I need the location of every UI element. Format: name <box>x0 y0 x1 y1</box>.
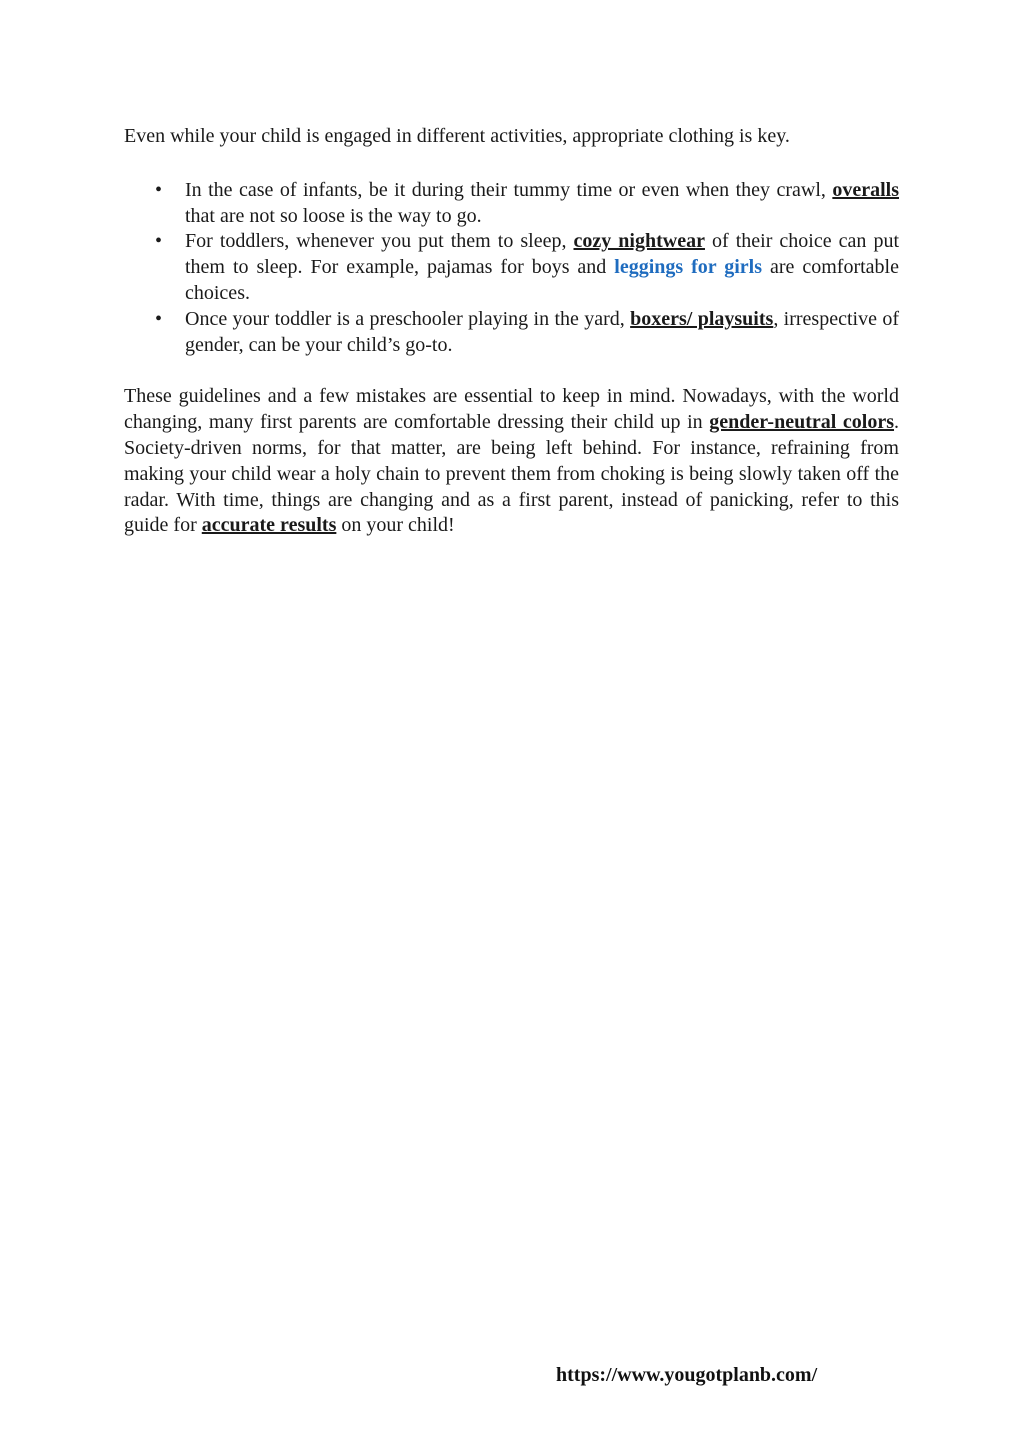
list-item-infants: • In the case of infants, be it during their tummy time or even when they crawl, overalls that are not so loose is the way to go. <box>155 178 899 227</box>
document-body <box>124 124 899 539</box>
overalls-link[interactable]: overalls <box>832 178 899 201</box>
bullet-icon: • <box>155 307 163 330</box>
leggings-for-girls-link[interactable]: leggings for girls <box>614 256 763 279</box>
closing-paragraph: These guidelines and a few mistakes are essential to keep in mind. Nowadays, with the world changing, many first parents are comfortable dressing their child up in gender-neutral colors. Society-driven norms, for that matter, are being left behind. For instance, refraining from making your child wear a holy chain to prevent them from choking is being slowly taken off the radar. With time, things are changing and as a first parent, instead of panicking, refer to this guide for accurate results on your child! <box>124 385 900 537</box>
accurate-results-link[interactable]: accurate results <box>201 514 337 537</box>
list-item-preschoolers: • Once your toddler is a preschooler playing in the yard, boxers/ playsuits, irrespective of gender, can be your child’s go-to. <box>155 307 899 356</box>
cozy-nightwear-link[interactable]: cozy nightwear <box>573 230 705 253</box>
list-item-toddlers: • For toddlers, whenever you put them to sleep, cozy nightwear of their choice can put them to sleep. For example, pajamas for boys and leggings for girls are comfortable choices. <box>155 230 899 304</box>
footer-url-link[interactable]: https://www.yougotplanb.com/ <box>556 1364 818 1386</box>
clothing-tips-list <box>124 178 899 359</box>
boxers-playsuits-link[interactable]: boxers/ playsuits <box>630 307 774 330</box>
bullet-icon: • <box>155 230 163 253</box>
bullet-icon: • <box>155 178 163 201</box>
gender-neutral-colors-link[interactable]: gender-neutral colors <box>709 411 895 434</box>
intro-paragraph: Even while your child is engaged in different activities, appropriate clothing is key. <box>124 125 790 147</box>
